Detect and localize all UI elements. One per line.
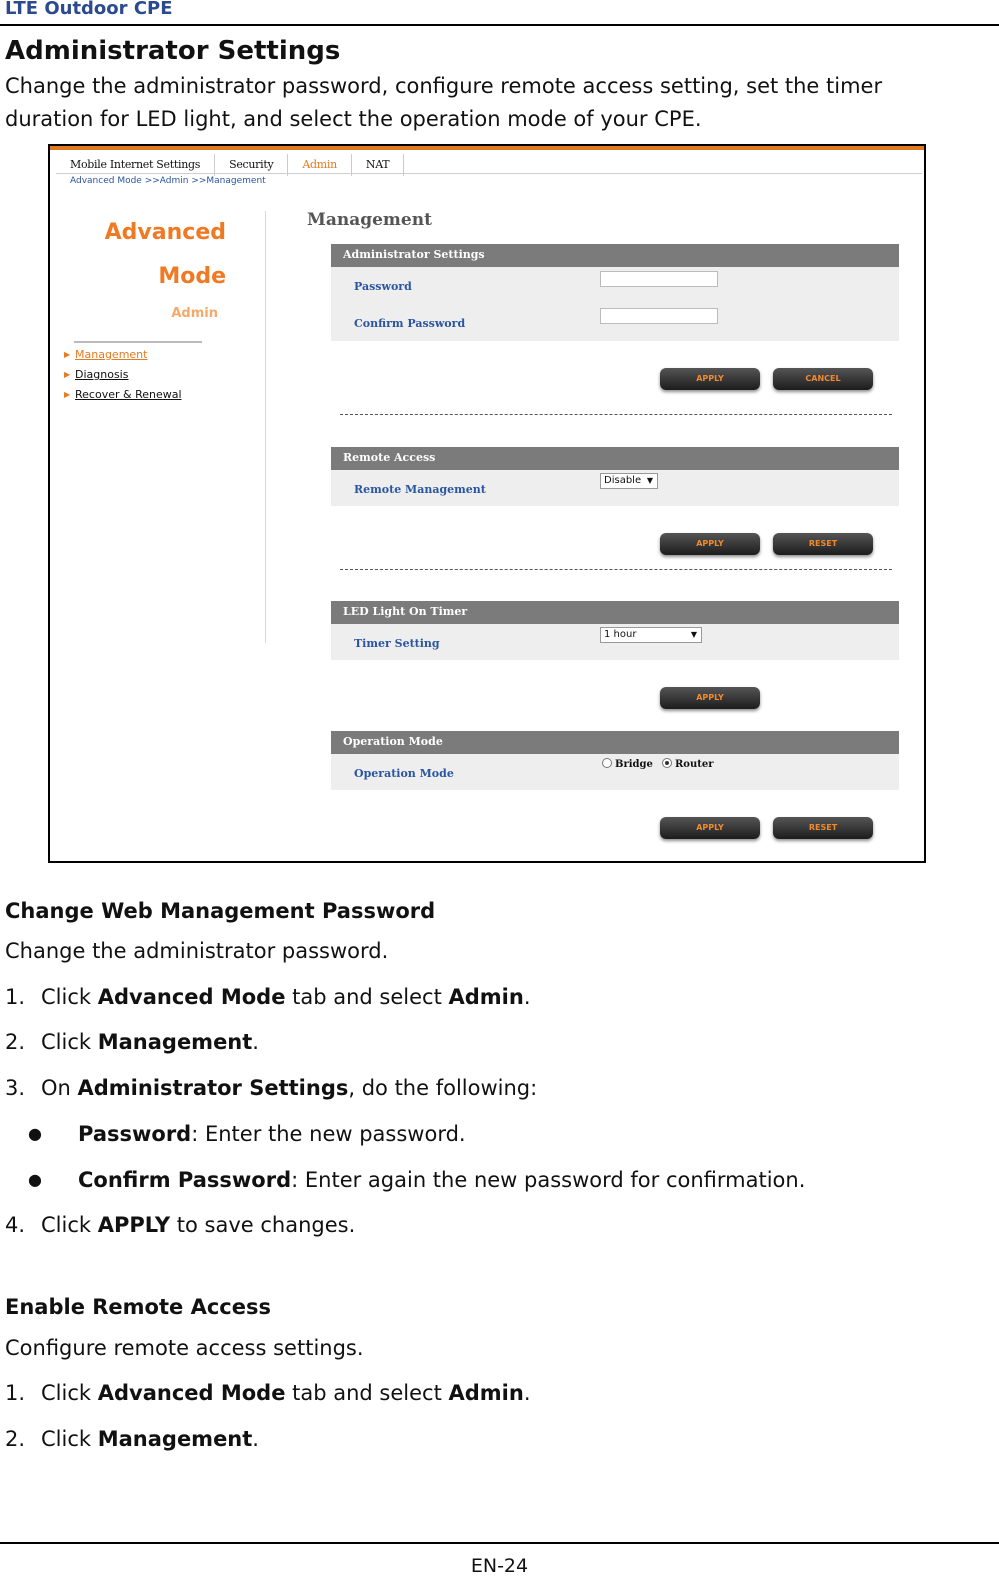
remote-access-header: Remote Access [331,447,899,470]
tab-mobile-internet-settings[interactable]: Mobile Internet Settings [56,154,215,176]
tab-security[interactable]: Security [215,154,288,176]
operation-mode-label: Operation Mode [354,767,454,780]
remote-step-2: 2. Click Management. [5,1427,259,1451]
header-rule [0,24,999,26]
dropdown-arrow-icon: ▼ [646,476,653,485]
breadcrumb: Advanced Mode >>Admin >>Management [70,176,266,186]
remote-management-select[interactable]: Disable ▼ [600,473,658,489]
radio-circle-icon [602,758,612,768]
timer-setting-select[interactable]: 1 hour ▼ [600,627,702,643]
page-number: EN-24 [470,1555,529,1577]
password-input[interactable] [600,271,718,287]
confirm-password-label: Confirm Password [354,317,466,330]
sidebar-subtitle: Admin [171,306,218,321]
step-1: 1. Click Advanced Mode tab and select Admin. [5,985,531,1009]
sidebar-separator [265,211,266,643]
password-label: Password [354,280,412,293]
dropdown-arrow-icon: ▼ [690,630,697,639]
remote-access-heading: Enable Remote Access [5,1295,271,1319]
sidebar-item-recover-renewal[interactable]: ▶ Recover & Renewal [64,388,182,401]
divider [340,569,892,570]
chevron-right-icon: ▶ [64,390,71,399]
radio-bridge[interactable]: Bridge [602,758,653,770]
opmode-reset-button[interactable]: RESET [773,817,873,839]
radio-router[interactable]: Router [662,758,714,770]
tab-divider [56,173,922,174]
opmode-apply-button[interactable]: APPLY [660,817,760,839]
bullet-icon: ● [28,1170,42,1189]
led-timer-header: LED Light On Timer [331,601,899,624]
footer-rule [0,1542,999,1544]
admin-cancel-button[interactable]: CANCEL [773,368,873,390]
admin-settings-header: Administrator Settings [331,244,899,267]
bullet-icon: ● [28,1124,42,1143]
top-accent-bar [50,146,924,150]
step-2: 2. Click Management. [5,1030,259,1054]
bullet-password: ● Password: Enter the new password. [28,1122,466,1146]
sidebar-item-management[interactable]: ▶ Management [64,348,148,361]
chevron-right-icon: ▶ [64,370,71,379]
chevron-right-icon: ▶ [64,350,71,359]
section-title: Administrator Settings [5,36,341,66]
change-password-heading: Change Web Management Password [5,899,436,923]
intro-paragraph: Change the administrator password, configure remote access setting, set the timer duration for LED light, and select the operation mode of your CPE. [5,74,883,131]
step-3: 3. On Administrator Settings, do the following: [5,1076,538,1100]
admin-apply-button[interactable]: APPLY [660,368,760,390]
sidebar-item-diagnosis[interactable]: ▶ Diagnosis [64,368,129,381]
radio-selected-icon [662,758,672,768]
divider [340,414,892,415]
step-4: 4. Click APPLY to save changes. [5,1213,356,1237]
remote-step-1: 1. Click Advanced Mode tab and select Admin. [5,1381,531,1405]
sidebar-divider [74,341,202,343]
sidebar-title-mode: Mode [158,264,226,289]
remote-apply-button[interactable]: APPLY [660,533,760,555]
sidebar-title-advanced: Advanced [104,220,226,245]
page-title: Management [307,210,432,230]
tab-nat[interactable]: NAT [352,154,404,176]
change-password-desc: Change the administrator password. [5,939,389,963]
bullet-confirm-password: ● Confirm Password: Enter again the new password for confirmation. [28,1168,806,1192]
confirm-password-input[interactable] [600,308,718,324]
operation-mode-header: Operation Mode [331,731,899,754]
remote-management-label: Remote Management [354,483,486,496]
tab-admin[interactable]: Admin [288,154,352,176]
remote-access-desc: Configure remote access settings. [5,1336,364,1360]
management-screenshot [48,144,926,863]
document-header-title: LTE Outdoor CPE [5,0,173,19]
remote-reset-button[interactable]: RESET [773,533,873,555]
led-apply-button[interactable]: APPLY [660,687,760,709]
timer-setting-label: Timer Setting [354,637,440,650]
